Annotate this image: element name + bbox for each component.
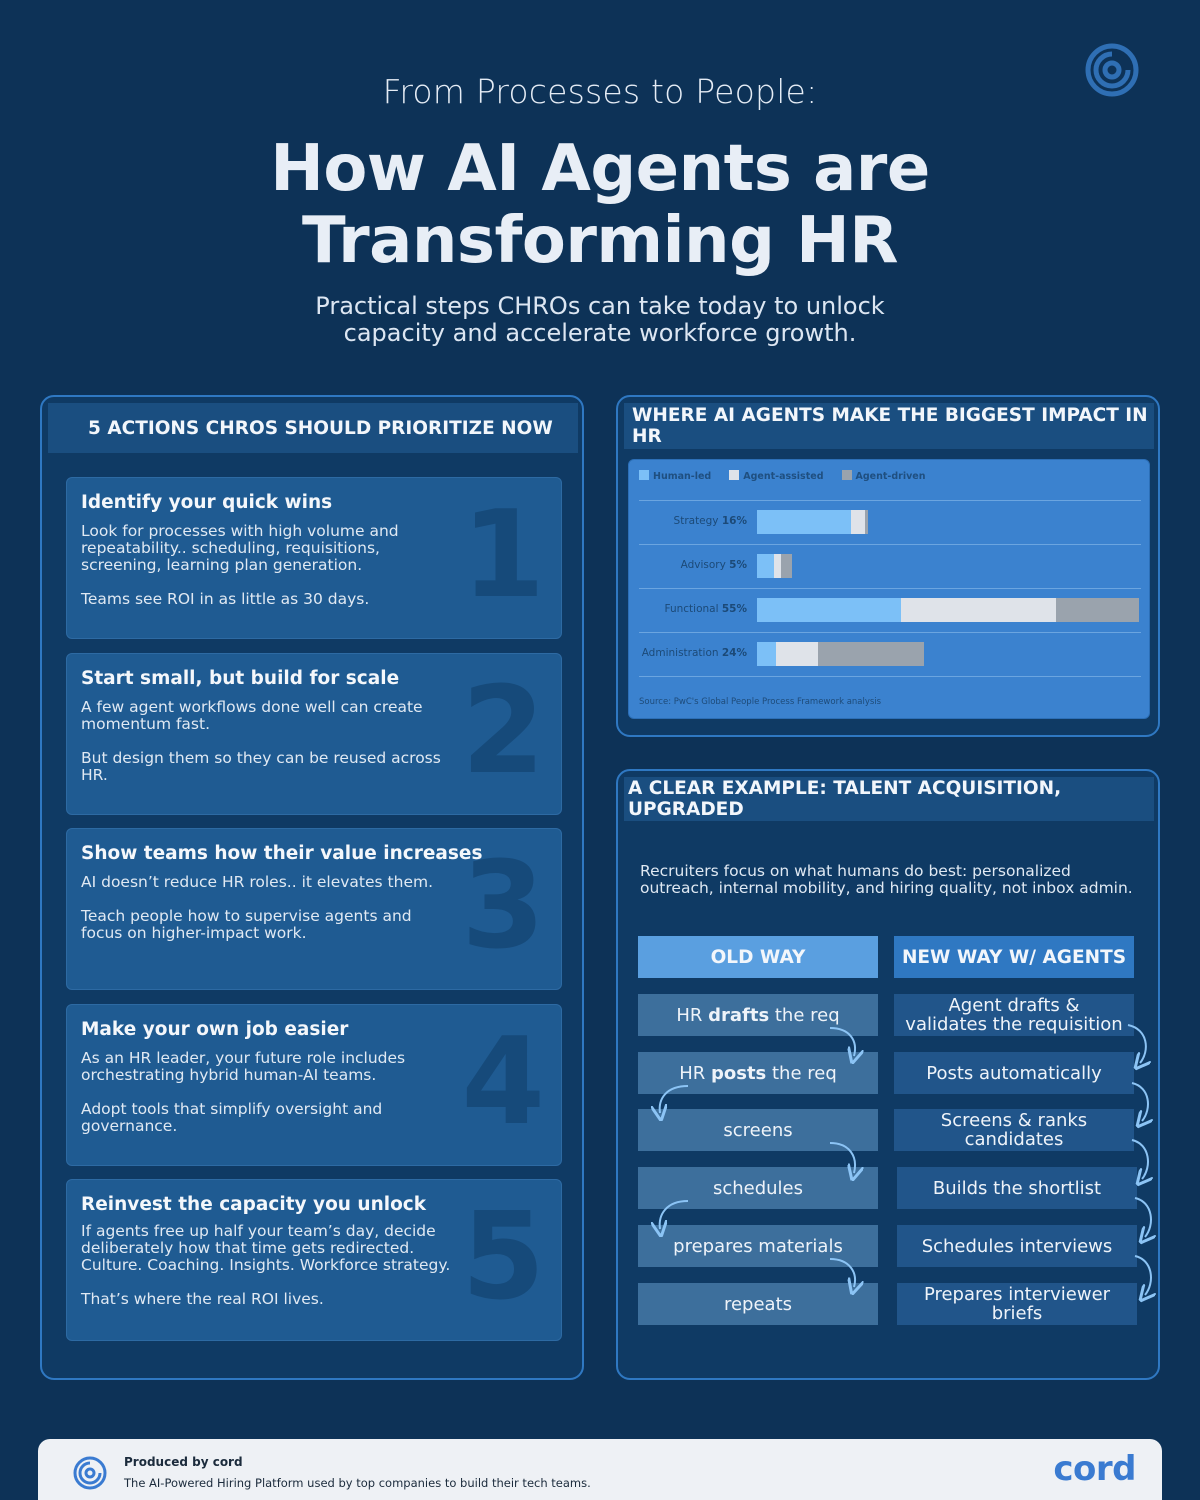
- old-step: prepares materials: [638, 1225, 878, 1267]
- action-card-5: [66, 1179, 562, 1341]
- actions-heading: 5 ACTIONS CHROS SHOULD PRIORITIZE NOW: [48, 403, 578, 453]
- page-subtitle-line-1: Practical steps CHROs can take today to unlock: [315, 292, 885, 320]
- impact-chart: [628, 459, 1150, 719]
- action-text: Look for processes with high volume and repeatability.. scheduling, requisitions, screening, learning plan generation.: [81, 522, 399, 574]
- action-number: 5: [461, 1188, 545, 1327]
- example-panel: [616, 769, 1160, 1380]
- impact-panel: [616, 395, 1160, 737]
- action-number: 2: [461, 662, 545, 801]
- action-text: As an HR leader, your future role includes orchestrating hybrid human-AI teams.: [81, 1049, 406, 1084]
- action-text: Adopt tools that simplify oversight and governance.: [81, 1100, 383, 1135]
- page-subtitle: [0, 293, 1200, 347]
- chart-gridline: [639, 544, 1141, 545]
- legend-label: Agent-assisted: [743, 471, 824, 482]
- bar-segment-human-led: [757, 554, 774, 578]
- action-card-3: [66, 828, 562, 990]
- cord-wordmark: cord: [1053, 1449, 1136, 1489]
- action-text: Teach people how to supervise agents and focus on higher-impact work.: [81, 907, 412, 942]
- footer: [38, 1439, 1162, 1500]
- footer-tagline: The AI-Powered Hiring Platform used by top companies to build their tech teams.: [124, 1476, 591, 1490]
- produced-by: Produced by cord: [124, 1455, 243, 1469]
- action-text: Teams see ROI in as little as 30 days.: [81, 590, 370, 608]
- impact-heading: WHERE AI AGENTS MAKE THE BIGGEST IMPACT IN HR: [624, 403, 1154, 449]
- legend-swatch: [639, 470, 649, 480]
- old-step: repeats: [638, 1283, 878, 1325]
- chart-gridline: [639, 588, 1141, 589]
- chart-legend: [639, 470, 925, 482]
- cord-spiral-icon: [70, 1453, 110, 1493]
- actions-panel: [40, 395, 584, 1380]
- bar-segment-human-led: [757, 642, 776, 666]
- action-card-4: [66, 1004, 562, 1166]
- action-text: A few agent workflows done well can create momentum fast.: [81, 698, 423, 733]
- action-title: Reinvest the capacity you unlock: [81, 1194, 427, 1215]
- example-heading: A CLEAR EXAMPLE: TALENT ACQUISITION, UPGRADED: [624, 777, 1154, 821]
- new-step: Prepares interviewer briefs: [897, 1283, 1137, 1325]
- bar-segment-agent-assisted: [776, 642, 818, 666]
- bar-segment-agent-driven: [818, 642, 924, 666]
- category-label: Functional 55%: [664, 603, 747, 615]
- legend-label: Human-led: [653, 471, 712, 482]
- new-step: Agent drafts & validates the requisition: [894, 994, 1134, 1036]
- bar-segment-agent-assisted: [901, 598, 1055, 622]
- page-title-line-1: How AI Agents are: [270, 132, 930, 206]
- new-step: Schedules interviews: [897, 1225, 1137, 1267]
- bar-segment-agent-driven: [1056, 598, 1139, 622]
- old-step: HR drafts the req: [638, 994, 878, 1036]
- page-title-line-2: Transforming HR: [301, 204, 899, 278]
- bar-segment-human-led: [757, 598, 901, 622]
- new-step: Builds the shortlist: [897, 1167, 1137, 1209]
- legend-item-agent-assisted: [729, 470, 823, 482]
- legend-item-human-led: [639, 470, 711, 482]
- legend-swatch: [842, 470, 852, 480]
- bar-segment-agent-driven: [781, 554, 791, 578]
- action-number: 3: [461, 837, 545, 976]
- page-kicker: From Processes to People:: [382, 72, 818, 111]
- action-card-2: [66, 653, 562, 815]
- bar-segment-agent-assisted: [774, 554, 781, 578]
- chart-source: Source: PwC's Global People Process Framework analysis: [639, 697, 882, 707]
- new-step: Screens & ranks candidates: [894, 1109, 1134, 1151]
- new-way-header: NEW WAY W/ AGENTS: [894, 936, 1134, 978]
- action-text: AI doesn’t reduce HR roles.. it elevates them.: [81, 873, 434, 891]
- category-label: Advisory 5%: [680, 559, 747, 571]
- old-way-header: OLD WAY: [638, 936, 878, 978]
- old-step: HR posts the req: [638, 1052, 878, 1094]
- action-title: Identify your quick wins: [81, 492, 333, 513]
- action-title: Make your own job easier: [81, 1019, 349, 1040]
- bar-segment-human-led: [757, 510, 851, 534]
- action-text: But design them so they can be reused across HR.: [81, 749, 441, 784]
- chart-gridline: [639, 676, 1141, 677]
- example-description: Recruiters focus on what humans do best: personalized outreach, internal mobility, and hiring quality, not inbox admin.: [640, 862, 1133, 897]
- category-label: Administration 24%: [641, 647, 747, 659]
- chart-gridline: [639, 500, 1141, 501]
- page-title: [0, 133, 1200, 277]
- page-header: [0, 72, 1200, 347]
- old-step: screens: [638, 1109, 878, 1151]
- action-title: Start small, but build for scale: [81, 668, 400, 689]
- old-step: schedules: [638, 1167, 878, 1209]
- legend-swatch: [729, 470, 739, 480]
- page-subtitle-line-2: capacity and accelerate workforce growth.: [343, 319, 857, 347]
- action-title: Show teams how their value increases: [81, 843, 483, 864]
- action-number: 4: [461, 1013, 545, 1152]
- new-step: Posts automatically: [894, 1052, 1134, 1094]
- bar-segment-agent-driven: [865, 510, 868, 534]
- action-number: 1: [461, 486, 545, 625]
- action-card-1: [66, 477, 562, 639]
- category-label: Strategy 16%: [673, 515, 747, 527]
- action-text: If agents free up half your team’s day, decide deliberately how that time gets redirected. Culture. Coaching. Insights. Workforce strategy.: [81, 1222, 451, 1274]
- bar-segment-agent-assisted: [851, 510, 865, 534]
- legend-item-agent-driven: [842, 470, 926, 482]
- chart-gridline: [639, 632, 1141, 633]
- legend-label: Agent-driven: [855, 471, 926, 482]
- action-text: That’s where the real ROI lives.: [81, 1290, 324, 1308]
